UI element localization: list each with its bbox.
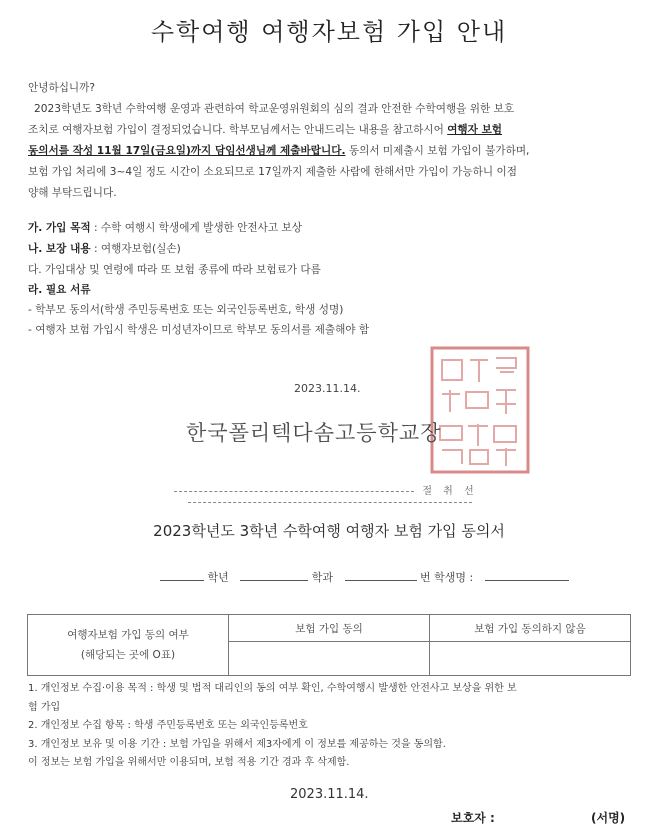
- grade-blank[interactable]: [160, 568, 204, 581]
- body-line-4: 보험 가입 처리에 3~4일 정도 시간이 소요되므로 17일까지 제출한 사람에 한해서만 가입이 가능하니 이점: [28, 166, 517, 178]
- body-line-5: 양해 부탁드립니다.: [28, 187, 117, 199]
- item-coverage-text: : 여행자보험(실손): [90, 243, 181, 255]
- greeting: 안녕하십니까?: [28, 82, 96, 94]
- body-line-2-text: 조치로 여행자보험 가입이 결정되었습니다. 학부모님께서는 안내드리는 내용을 참고하시어: [28, 124, 448, 136]
- consent-form-title: 2023학년도 3학년 수학여행 여행자 보험 가입 동의서: [153, 522, 505, 540]
- item-purpose-text: : 수학 여행시 학생에게 발생한 안전사고 보상: [90, 222, 302, 234]
- body-line-2-highlight: 여행자 보험: [447, 124, 503, 136]
- student-info-line: [160, 568, 569, 585]
- deadline-highlight: 동의서를 작성 11월 17일(금요일)까지 담임선생님께 제출바랍니다.: [28, 145, 346, 157]
- grade-label: 학년: [207, 571, 229, 584]
- body-line-3: [28, 141, 638, 162]
- consent-table: [27, 614, 631, 676]
- disagree-mark-cell[interactable]: [430, 642, 631, 676]
- cut-line-dashes-right: [188, 502, 472, 503]
- consent-row-label-1: 여행자보험 가입 동의 여부: [67, 629, 189, 641]
- intro-paragraph: [28, 78, 638, 204]
- signature-label: (서명): [591, 811, 626, 825]
- item-purpose: [28, 218, 302, 239]
- body-line-2: [28, 120, 638, 141]
- dept-label: 학과: [311, 571, 334, 584]
- document-title: 수학여행 여행자보험 가입 안내: [150, 18, 508, 46]
- note-4: 이 정보는 보험 가입을 위해서만 이용되며, 보험 적용 기간 경과 후 삭제함.: [28, 757, 350, 768]
- school-principal-name: 한국폴리텍다솜고등학교장: [186, 421, 442, 445]
- agree-mark-cell[interactable]: [229, 642, 430, 676]
- cut-line: [34, 482, 626, 508]
- form-date: 2023.11.14.: [290, 787, 369, 802]
- item-purpose-label: 가. 가입 목적: [28, 222, 91, 234]
- cut-line-dashes-left: [174, 491, 414, 492]
- disagree-header: 보험 가입 동의하지 않음: [430, 615, 631, 642]
- item-premium: 다. 가입대상 및 연령에 따라 또 보험 종류에 따라 보험료가 다름: [28, 264, 321, 276]
- note-1: 1. 개인정보 수집·이용 목적 : 학생 및 법적 대리인의 동의 여부 확인, 수학여행시 발생한 안전사고 보상을 위한 보: [28, 683, 517, 694]
- agree-header: 보험 가입 동의: [229, 615, 430, 642]
- item-documents-2: - 여행자 보험 가입시 학생은 미성년자이므로 학부모 동의서를 제출해야 함: [28, 324, 370, 336]
- note-3: 3. 개인정보 보유 및 이용 기간 : 보험 가입을 위해서 제3자에게 이 정보를 제공하는 것을 동의함.: [28, 738, 446, 750]
- cut-line-label: 절 취 선: [422, 486, 478, 497]
- body-line-3-text: 동의서 미제출시 보험 가입이 불가하며,: [345, 145, 530, 157]
- consent-row-label-2: (해당되는 곳에 O표): [80, 649, 176, 661]
- item-documents-1: - 학부모 동의서(학생 주민등록번호 또는 외국인등록번호, 학생 성명): [28, 304, 344, 316]
- number-name-label: 번 학생명 :: [420, 571, 474, 584]
- notice-date: 2023.11.14.: [294, 382, 361, 395]
- item-coverage: [28, 239, 181, 260]
- body-line-1: 2023학년도 3학년 수학여행 운영과 관련하여 학교운영위원회의 심의 결과 안전한 수학여행을 위한 보호: [34, 103, 515, 115]
- item-documents-label: 라. 필요 서류: [28, 284, 91, 296]
- item-coverage-label: 나. 보장 내용: [28, 243, 91, 255]
- guardian-label: 보호자 :: [451, 811, 495, 825]
- dept-blank[interactable]: [240, 568, 308, 581]
- school-seal-stamp: [430, 346, 530, 474]
- number-blank[interactable]: [345, 568, 417, 581]
- consent-row-label: [28, 615, 229, 676]
- privacy-notes: [28, 680, 638, 773]
- student-name-blank[interactable]: [485, 568, 569, 581]
- note-2: 2. 개인정보 수집 항목 : 학생 주민등록번호 또는 외국인등록번호: [28, 720, 308, 731]
- note-1-cont: 험 가입: [28, 701, 61, 713]
